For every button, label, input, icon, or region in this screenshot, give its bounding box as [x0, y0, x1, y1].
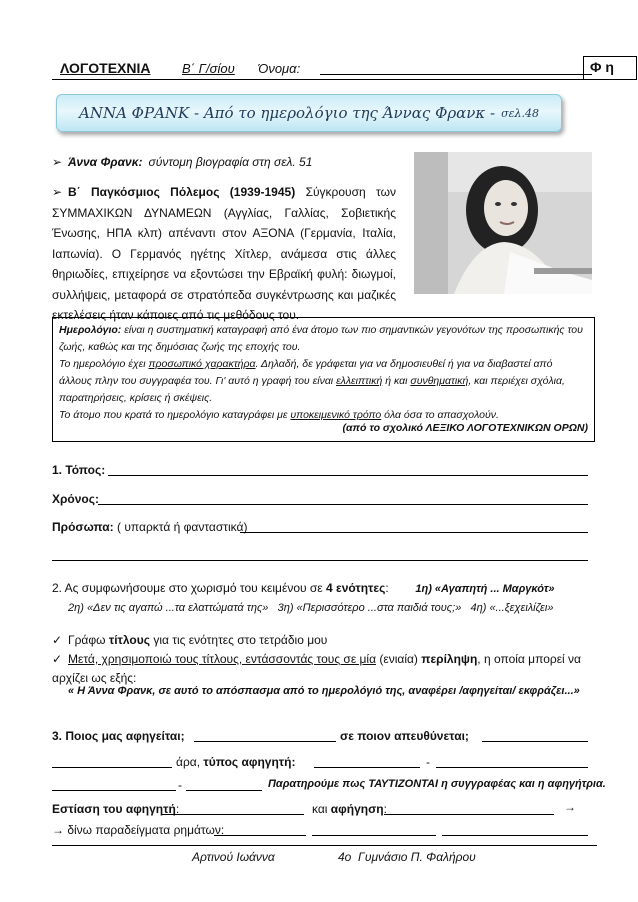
persons-answer-line-2[interactable]: [52, 560, 588, 561]
q3-answer-line-4[interactable]: [186, 790, 262, 791]
code-box: Φ η: [583, 56, 637, 80]
check1-text-c: για τις ενότητες στο τετράδιο μου: [150, 633, 328, 647]
subject-title: ΛΟΓΟΤΕΧΝΙΑ: [60, 60, 151, 76]
q3-type-line-2[interactable]: [436, 767, 588, 768]
definition-p2u2: ελλειπτική: [336, 375, 383, 387]
q2-units-count: 4 ενότητες: [325, 581, 386, 595]
q3-type-line-1[interactable]: [314, 767, 420, 768]
q3-answer-narrator[interactable]: [194, 741, 336, 742]
place-field: [52, 463, 105, 477]
check1-text-b: τίτλους: [108, 633, 150, 647]
bio-text: σύντομη βιογραφία στη σελ. 51: [148, 155, 313, 169]
q3-answer-line-2[interactable]: [52, 767, 172, 768]
q3-narration-b: αφήγηση: [330, 802, 384, 816]
anne-frank-photo: [414, 152, 592, 294]
diary-definition-box: [52, 317, 595, 442]
section-2: [52, 579, 597, 618]
definition-p1: είναι η συστηματική καταγραφή από ένα άτομο των πιο σημαντικών γεγονότων της προσωπικής του ζωής, καθώς και της δημόσιας ζωής της εποχής του.: [59, 324, 583, 353]
unit-3: 3η) «Περισσότερο ...στα παιδιά τους;»: [277, 602, 462, 614]
q3-row-1: [52, 729, 185, 743]
q3-answer-recipient[interactable]: [482, 741, 588, 742]
arrow-bullet-icon: ➢: [52, 185, 63, 199]
check-item-1: [52, 631, 597, 650]
arrow-bullet-icon: ➢: [52, 155, 63, 169]
definition-p2u3: συνθηματική: [410, 375, 469, 387]
q3-focus-label: Εστίαση του αφηγητή: [52, 802, 176, 816]
banner-title: ΑΝΝΑ ΦΡΑΝΚ - Από το ημερολόγιο της Άννας Φρανκ -: [79, 104, 496, 122]
ww2-term: Β΄ Παγκόσμιος Πόλεμος (1939-1945): [68, 185, 296, 199]
q2-colon: :: [385, 581, 389, 595]
place-answer-line[interactable]: [108, 475, 588, 476]
q3-row-1b: [340, 729, 469, 743]
q3-row-2: [176, 755, 295, 769]
definition-p2a: Το ημερολόγιο έχει: [59, 358, 149, 370]
check2-text-d: , η οποία μπορεί να αρχίζει ως εξής:: [52, 652, 581, 685]
footer-school: [338, 850, 476, 864]
q3-note: Παρατηρούμε πως ΤΑΥΤΙΖΟΝΤΑΙ η συγγραφέας και η αφηγήτρια.: [268, 778, 606, 790]
title-banner: [56, 94, 562, 132]
verb-example-line-1[interactable]: [214, 835, 306, 836]
grade-label: Β΄ Γ/σίου: [182, 61, 235, 76]
definition-p3u: υποκειμενικό τρόπο: [290, 409, 382, 421]
unit-2: 2η) «Δεν τις αγαπώ ...τα ελαττώματά της»: [68, 602, 269, 614]
footer: [52, 845, 597, 864]
bio-term: Άννα Φρανκ:: [68, 155, 143, 169]
ww2-bullet: [52, 182, 396, 326]
unit-4: 4η) «...ξεχειλίζει»: [470, 602, 554, 614]
check1-text-a: Γράφω: [68, 633, 109, 647]
q3-answer-line-3[interactable]: [52, 790, 176, 791]
place-label: 1. Τόπος:: [52, 463, 106, 477]
verb-example-line-2[interactable]: [312, 835, 436, 836]
q2-intro: 2. Ας συμφωνήσουμε στο χωρισμό του κειμένου σε: [52, 581, 326, 595]
time-answer-line[interactable]: [98, 504, 588, 505]
worksheet-header: [52, 58, 614, 80]
footer-school-num: 4ο: [338, 850, 352, 864]
persons-field: [52, 520, 247, 534]
footer-author: Αρτινού Ιωάννα: [192, 850, 275, 864]
checkmark-icon: ✓: [52, 633, 63, 647]
q3-dash-2: -: [178, 778, 182, 792]
definition-p3a: Το άτομο που κρατά το ημερολόγιο καταγράφει με: [59, 409, 291, 421]
definition-source: (από το σχολικό ΛΕΞΙΚΟ ΛΟΓΟΤΕΧΝΙΚΩΝ ΟΡΩΝ): [342, 422, 588, 434]
q3-examples: → δίνω παραδείγματα ρημάτων:: [52, 823, 225, 837]
name-label: Όνομα:: [258, 61, 301, 76]
persons-answer-line[interactable]: [240, 532, 588, 533]
q3-row-focus: Εστίαση του αφηγητή:: [52, 802, 180, 816]
checkmark-icon: ✓: [52, 652, 63, 666]
name-field[interactable]: [320, 74, 592, 75]
time-label: Χρόνος:: [52, 492, 99, 506]
q3-focus-line[interactable]: [162, 814, 304, 815]
definition-term: Ημερολόγιο:: [59, 324, 122, 336]
q3-question-a: 3. Ποιος μας αφηγείται;: [52, 729, 185, 743]
right-arrow-icon: →: [564, 800, 576, 814]
definition-p3b: όλα όσα το απασχολούν.: [381, 409, 499, 421]
banner-page-ref: σελ.48: [501, 106, 539, 120]
unit-1: 1η) «Αγαπητή ... Μαργκότ»: [415, 583, 555, 595]
q3-narration-a: και: [312, 802, 331, 816]
q3-narration-line[interactable]: [384, 814, 554, 815]
footer-school-name: Γυμνάσιο Π. Φαλήρου: [358, 850, 476, 864]
check2-text-a: Μετά, χρησιμοποιώ τους τίτλους, εντάσσοντάς τους σε μία: [68, 652, 377, 666]
definition-p2c: ή και: [382, 375, 411, 387]
q3-dash: -: [426, 755, 430, 769]
summary-start-quote: « Η Άννα Φρανκ, σε αυτό το απόσπασμα από το ημερολόγιό της, αναφέρει /αφηγείται/ εκφράζει...»: [68, 685, 580, 697]
check-item-2: [52, 650, 597, 688]
q3-question-b: σε ποιον απευθύνεται;: [340, 729, 469, 743]
verb-example-line-3[interactable]: [442, 835, 588, 836]
ww2-text: Σύγκρουση των ΣΥΜΜΑΧΙΚΩΝ ΔΥΝΑΜΕΩΝ (Αγγλίας, Γαλλίας, Σοβιετικής Ένωσης, ΗΠΑ κλπ) απέναντι στον ΑΞΟΝΑ (Γερμανία, Ιταλία, Ιαπωνία). Ο Γερμανός ηγέτης Χίτλερ, ανάμεσα στις άλλες θηριωδίες, επιχείρησε να εξοντώσει την Εβραϊκή φυλή: διωγμοί, συλλήψεις, μεταφορά σε στρατόπεδα συγκέντρωσης και μαζικές εκτελέσεις ήταν κάποιες από τις μεθόδους του.: [52, 185, 396, 322]
q3-narrator-type: τύπος αφηγητή:: [203, 755, 296, 769]
definition-p2u1: προσωπικό χαρακτήρα: [148, 358, 256, 370]
definition-p2b: . Δηλαδή, δε γράφεται για να δημοσιευθεί ή για να διαβαστεί από άλλους πλην του συγγραφέα του. Γι' αυτό η γραφή του είναι: [59, 358, 553, 387]
definition-p2d: , και περιέχει σχόλια, παρατηρήσεις, κρίσεις ή σκέψεις.: [59, 375, 565, 404]
check2-text-b: (ενιαία): [376, 652, 422, 666]
persons-label: Πρόσωπα:: [52, 520, 114, 534]
q3-ara: άρα,: [176, 755, 201, 769]
bio-bullet: [52, 152, 312, 172]
persons-note: ( υπαρκτά ή φανταστικά): [117, 520, 248, 534]
check2-text-c: περίληψη: [421, 652, 478, 666]
time-field: [52, 492, 99, 506]
q3-row-narration: και αφήγηση:: [312, 802, 387, 816]
